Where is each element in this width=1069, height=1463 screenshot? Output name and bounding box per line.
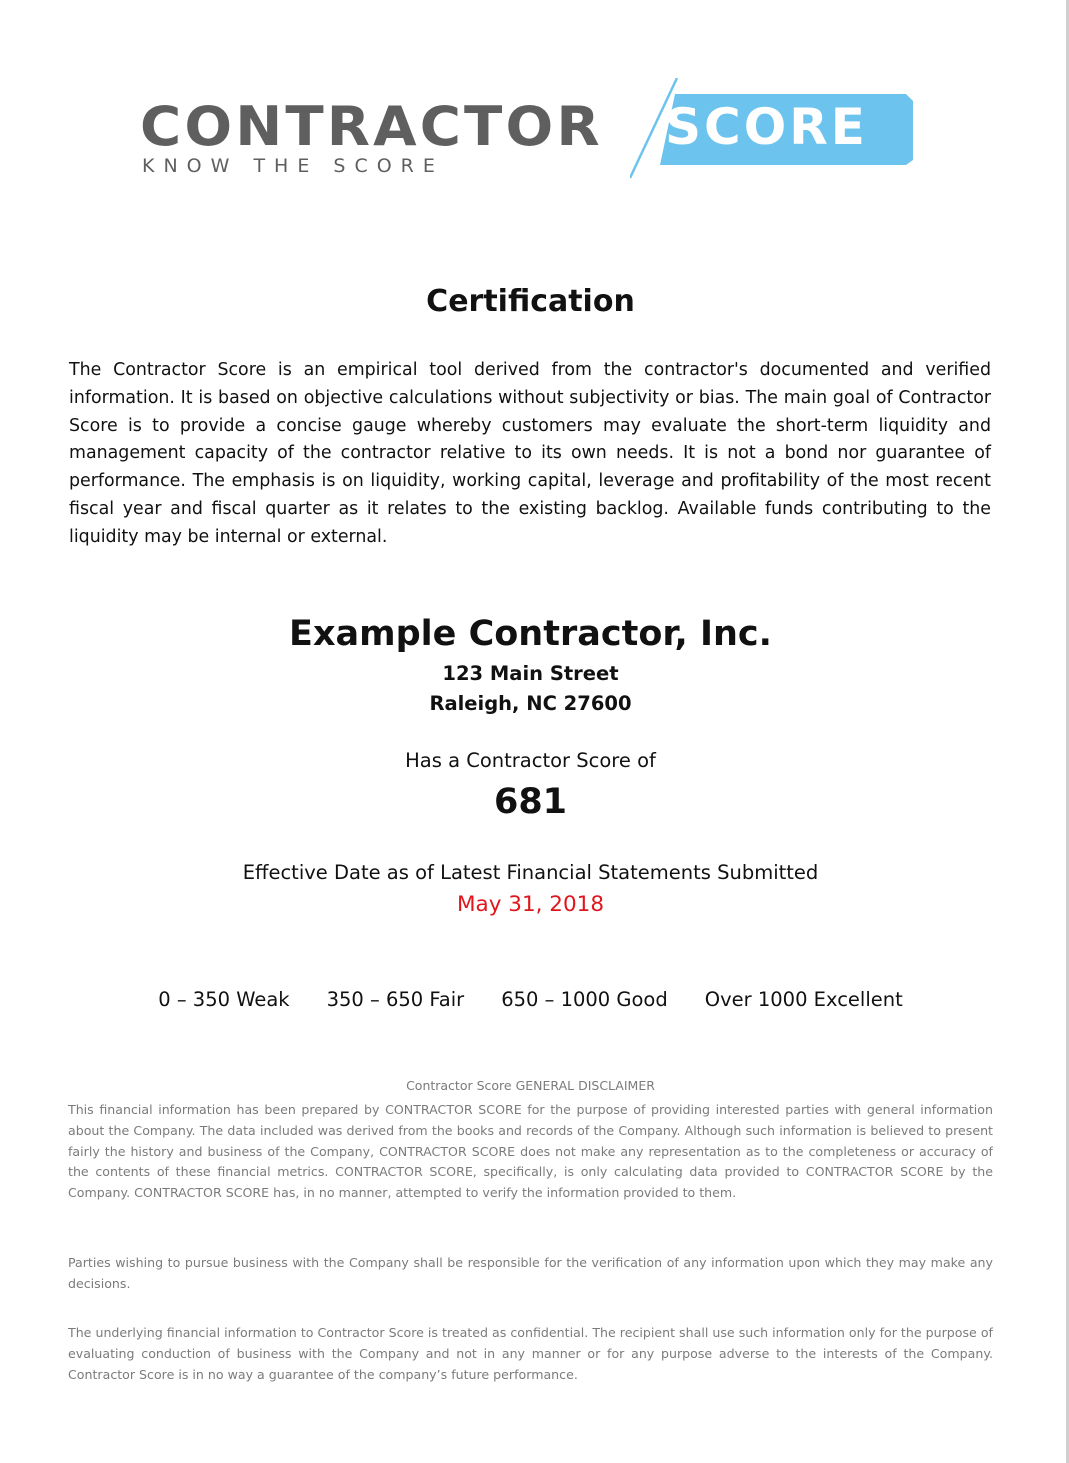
address-line-2: Raleigh, NC 27600 xyxy=(429,692,632,715)
disclaimer-paragraph-1: This financial information has been prepared by CONTRACTOR SCORE for the purpose of providing interested parties with general information about the Company. The data included was derived from the books and records of the Company. Although such information is believed to present fairly the history and business of the Company, CONTRACTOR SCORE does not make any representation as to the completeness or accuracy of the contents of these financial metrics. CONTRACTOR SCORE, specifically, is only calculating data provided to CONTRACTOR SCORE by the Company. CONTRACTOR SCORE has, in no manner, attempted to verify the information provided to them. xyxy=(68,1102,993,1201)
logo-tagline: KNOW THE SCORE xyxy=(142,155,444,177)
score-value: 681 xyxy=(493,782,568,822)
disclaimer-paragraph-3: The underlying financial information to Contractor Score is treated as confidential. The recipient shall use such information only for the purpose of evaluating conduction of business with the Company and not in any manner or for any purpose adverse to the interests of the Company. Contractor Score is in no way a guarantee of the company’s future performance. xyxy=(68,1325,993,1382)
page-title: Certification xyxy=(426,284,635,319)
range-fair: 350 – 650 Fair xyxy=(326,988,465,1011)
score-label: Has a Contractor Score of xyxy=(405,749,656,772)
range-excellent: Over 1000 Excellent xyxy=(704,988,903,1011)
address-line-1: 123 Main Street xyxy=(442,662,619,685)
effective-date-label: Effective Date as of Latest Financial Statements Submitted xyxy=(242,861,819,884)
disclaimer-title: Contractor Score GENERAL DISCLAIMER xyxy=(406,1078,655,1093)
logo-word-contractor: CONTRACTOR xyxy=(140,95,603,158)
company-name: Example Contractor, Inc. xyxy=(289,614,772,654)
disclaimer-paragraph-2: Parties wishing to pursue business with the Company shall be responsible for the verification of any information upon which they may make any decisions. xyxy=(68,1255,993,1291)
range-weak: 0 – 350 Weak xyxy=(158,988,290,1011)
intro-paragraph: The Contractor Score is an empirical tool derived from the contractor's documented and verified information. It is based on objective calculations without subjectivity or bias. The main goal of Contractor Score is to provide a concise gauge whereby customers may evaluate the short-term liquidity and management capacity of the contractor relative to its own needs. It is not a bond nor guarantee of performance. The emphasis is on liquidity, working capital, leverage and profitability of the most recent fiscal year and fiscal quarter as it relates to the existing backlog. Available funds contributing to the liquidity may be internal or external. xyxy=(69,360,991,547)
logo-word-score: SCORE xyxy=(665,98,868,156)
range-good: 650 – 1000 Good xyxy=(501,988,668,1011)
score-ranges xyxy=(0,987,1061,1013)
effective-date: May 31, 2018 xyxy=(456,892,605,917)
contractor-score-logo xyxy=(140,78,915,180)
